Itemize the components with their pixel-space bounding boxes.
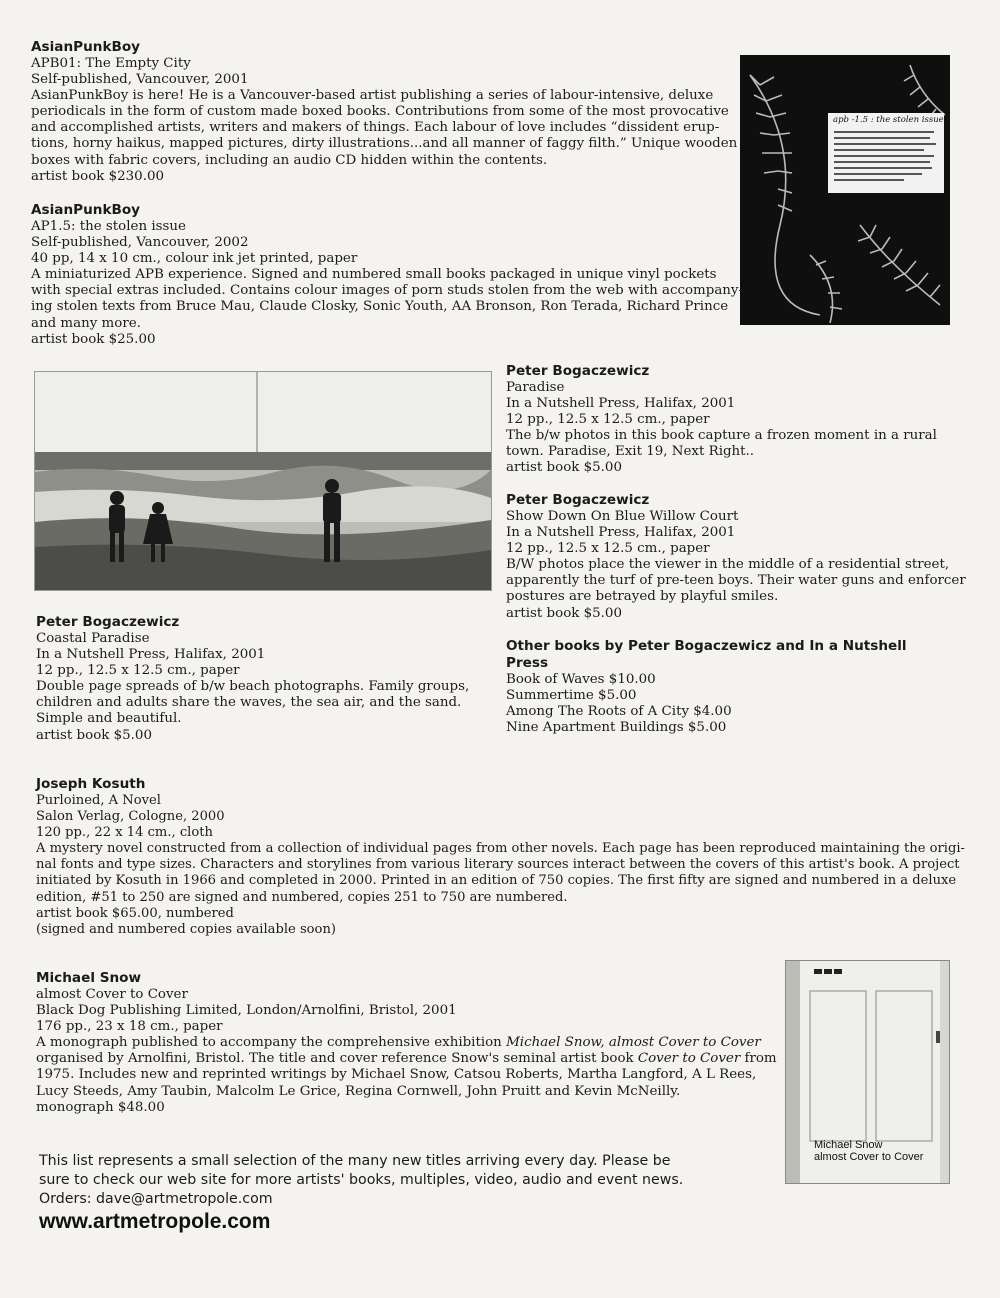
entry-specs: 12 pp., 12.5 x 12.5 cm., paper bbox=[506, 412, 710, 428]
entry-desc-line: with special extras included. Contains colour images of porn studs stolen from the web with accompany- bbox=[31, 283, 744, 299]
entry-artist: Peter Bogaczewicz bbox=[506, 363, 650, 379]
beach-photo-graphic bbox=[35, 372, 491, 590]
footer-line: sure to check our web site for more artists' books, multiples, video, audio and event news. bbox=[39, 1172, 684, 1188]
other-books-list bbox=[506, 638, 946, 736]
entry-desc-line: AsianPunkBoy is here! He is a Vancouver-based artist publishing a series of labour-intensive, deluxe bbox=[31, 88, 714, 104]
entry-publisher: Black Dog Publishing Limited, London/Arnolfini, Bristol, 2001 bbox=[36, 1003, 457, 1019]
entry-artist: Joseph Kosuth bbox=[36, 776, 146, 792]
entry-coastal-paradise bbox=[36, 614, 496, 744]
entry-desc-line: children and adults share the waves, the sea air, and the sand. bbox=[36, 695, 462, 711]
cover-label-apb: apb -1.5 : the stolen issue bbox=[833, 115, 944, 125]
desc-italic-title: Michael Snow, almost Cover to Cover bbox=[506, 1035, 761, 1051]
entry-desc-line: initiated by Kosuth in 1966 and completed in 2000. Printed in an edition of 750 copies. The first fifty are signed and numbered in a deluxe bbox=[36, 873, 957, 889]
entry-title: almost Cover to Cover bbox=[36, 987, 188, 1002]
entry-specs: 12 pp., 12.5 x 12.5 cm., paper bbox=[506, 541, 710, 557]
entry-desc-line bbox=[36, 1051, 777, 1067]
entry-desc-line: boxes with fabric covers, including an audio CD hidden within the contents. bbox=[31, 152, 548, 168]
desc-text: A monograph published to accompany the comprehensive exhibition bbox=[36, 1035, 507, 1051]
desc-text: organised by Arnolfini, Bristol. The title and cover reference Snow's seminal artist book bbox=[36, 1051, 638, 1067]
entry-publisher: In a Nutshell Press, Halifax, 2001 bbox=[506, 396, 736, 412]
footer-line: Orders: dave@artmetropole.com bbox=[39, 1191, 273, 1207]
entry-title: Paradise bbox=[506, 380, 565, 395]
entry-desc-line: tions, horny haikus, mapped pictures, dirty illustrations...and all manner of faggy filth.” Unique wooden bbox=[31, 136, 738, 152]
other-books-heading: Other books by Peter Bogaczewicz and In a Nutshell bbox=[506, 638, 907, 654]
entry-specs: 12 pp., 12.5 x 12.5 cm., paper bbox=[36, 663, 240, 679]
entry-desc-line: postures are betrayed by playful smiles. bbox=[506, 589, 779, 605]
entry-price: artist book $5.00 bbox=[506, 460, 622, 476]
entry-artist: Peter Bogaczewicz bbox=[506, 492, 650, 508]
desc-text: from bbox=[740, 1051, 777, 1067]
desc-italic-title: Cover to Cover bbox=[637, 1051, 741, 1067]
cover-label-snow-title: almost Cover to Cover bbox=[814, 1151, 924, 1163]
entry-artist: AsianPunkBoy bbox=[31, 202, 141, 218]
entry-specs: 176 pp., 23 x 18 cm., paper bbox=[36, 1019, 223, 1035]
entry-paradise bbox=[506, 363, 946, 477]
entry-show-down bbox=[506, 492, 966, 622]
entry-desc-line: A mystery novel constructed from a collection of individual pages from other novels. Each page has been reproduced maintaining the origi- bbox=[36, 841, 965, 857]
entry-specs: 40 pp, 14 x 10 cm., colour ink jet printed, paper bbox=[31, 251, 358, 267]
entry-desc-line: and accomplished artists, writers and makers of things. Each labour of love includes “dissident erup- bbox=[31, 120, 720, 136]
entry-artist: Peter Bogaczewicz bbox=[36, 614, 180, 630]
entry-desc-line: 1975. Includes new and reprinted writings by Michael Snow, Catsou Roberts, Martha Langford, A L Rees, bbox=[36, 1067, 757, 1083]
entry-desc-line bbox=[36, 1035, 766, 1051]
entry-desc-line: Lucy Steeds, Amy Taubin, Malcolm Le Grice, Regina Cornwell, John Pruitt and Kevin McNeilly. bbox=[36, 1083, 681, 1099]
website-link[interactable]: www.artmetropole.com bbox=[39, 1210, 271, 1233]
list-item: Summertime $5.00 bbox=[506, 688, 637, 704]
entry-desc-line: edition, #51 to 250 are signed and numbered, copies 251 to 750 are numbered. bbox=[36, 889, 568, 905]
entry-price: monograph $48.00 bbox=[36, 1099, 165, 1115]
entry-ap15 bbox=[31, 202, 751, 348]
list-item: Among The Roots of A City $4.00 bbox=[506, 704, 732, 720]
entry-desc-line: ing stolen texts from Bruce Mau, Claude Closky, Sonic Youth, AA Bronson, Ron Terada, Richard Prince bbox=[31, 299, 729, 315]
cover-image-apb-stolen-issue bbox=[740, 55, 950, 325]
entry-desc-line: town. Paradise, Exit 19, Next Right.. bbox=[506, 444, 755, 460]
entry-publisher: Salon Verlag, Cologne, 2000 bbox=[36, 809, 225, 825]
entry-price: artist book $5.00 bbox=[36, 727, 152, 743]
entry-title: Coastal Paradise bbox=[36, 631, 150, 646]
list-item: Book of Waves $10.00 bbox=[506, 672, 656, 687]
list-item: Nine Apartment Buildings $5.00 bbox=[506, 720, 727, 736]
entry-desc-line: B/W photos place the viewer in the middle of a residential street, bbox=[506, 557, 950, 573]
entry-publisher: In a Nutshell Press, Halifax, 2001 bbox=[506, 525, 736, 541]
entry-title: Show Down On Blue Willow Court bbox=[506, 509, 739, 524]
entry-michael-snow bbox=[36, 970, 777, 1116]
entry-publisher: In a Nutshell Press, Halifax, 2001 bbox=[36, 647, 266, 663]
entry-desc-line: and many more. bbox=[31, 315, 141, 331]
footer-note bbox=[39, 1152, 759, 1209]
entry-publisher: Self-published, Vancouver, 2002 bbox=[31, 235, 249, 251]
entry-artist: AsianPunkBoy bbox=[31, 39, 141, 55]
entry-price: artist book $25.00 bbox=[31, 331, 156, 347]
fern-leaves-graphic bbox=[740, 55, 950, 325]
entry-specs: 120 pp., 22 x 14 cm., cloth bbox=[36, 825, 213, 841]
entry-title: APB01: The Empty City bbox=[31, 56, 191, 71]
cover-image-michael-snow bbox=[785, 960, 950, 1184]
entry-kosuth bbox=[36, 776, 966, 938]
entry-desc-line: The b/w photos in this book capture a frozen moment in a rural bbox=[506, 428, 937, 444]
entry-desc-line: Double page spreads of b/w beach photographs. Family groups, bbox=[36, 679, 470, 695]
entry-price: artist book $65.00, numbered bbox=[36, 905, 234, 921]
entry-publisher: Self-published, Vancouver, 2001 bbox=[31, 72, 249, 88]
beach-photo-spread bbox=[34, 371, 492, 591]
entry-desc-line: Simple and beautiful. bbox=[36, 711, 182, 727]
entry-title: AP1.5: the stolen issue bbox=[31, 219, 186, 234]
entry-desc-line: periodicals in the form of custom made boxed books. Contributions from some of the most provocative bbox=[31, 104, 729, 120]
entry-price: artist book $5.00 bbox=[506, 605, 622, 621]
entry-note: (signed and numbered copies available soon) bbox=[36, 921, 336, 937]
show-through-background bbox=[950, 40, 1000, 1240]
entry-desc-line: A miniaturized APB experience. Signed and numbered small books packaged in unique vinyl pockets bbox=[31, 267, 717, 283]
entry-artist: Michael Snow bbox=[36, 970, 142, 986]
entry-apb01 bbox=[31, 39, 738, 185]
entry-desc-line: apparently the turf of pre-teen boys. Their water guns and enforcer bbox=[506, 573, 966, 589]
footer-line: This list represents a small selection of the many new titles arriving every day. Please be bbox=[39, 1153, 671, 1169]
cover-label-snow-name: Michael Snow bbox=[814, 1139, 883, 1151]
entry-desc-line: nal fonts and type sizes. Characters and storylines from various literary sources interact between the covers of this artist's book. A project bbox=[36, 857, 960, 873]
entry-title: Purloined, A Novel bbox=[36, 793, 161, 808]
other-books-heading-cont: Press bbox=[506, 655, 549, 671]
entry-price: artist book $230.00 bbox=[31, 168, 164, 184]
